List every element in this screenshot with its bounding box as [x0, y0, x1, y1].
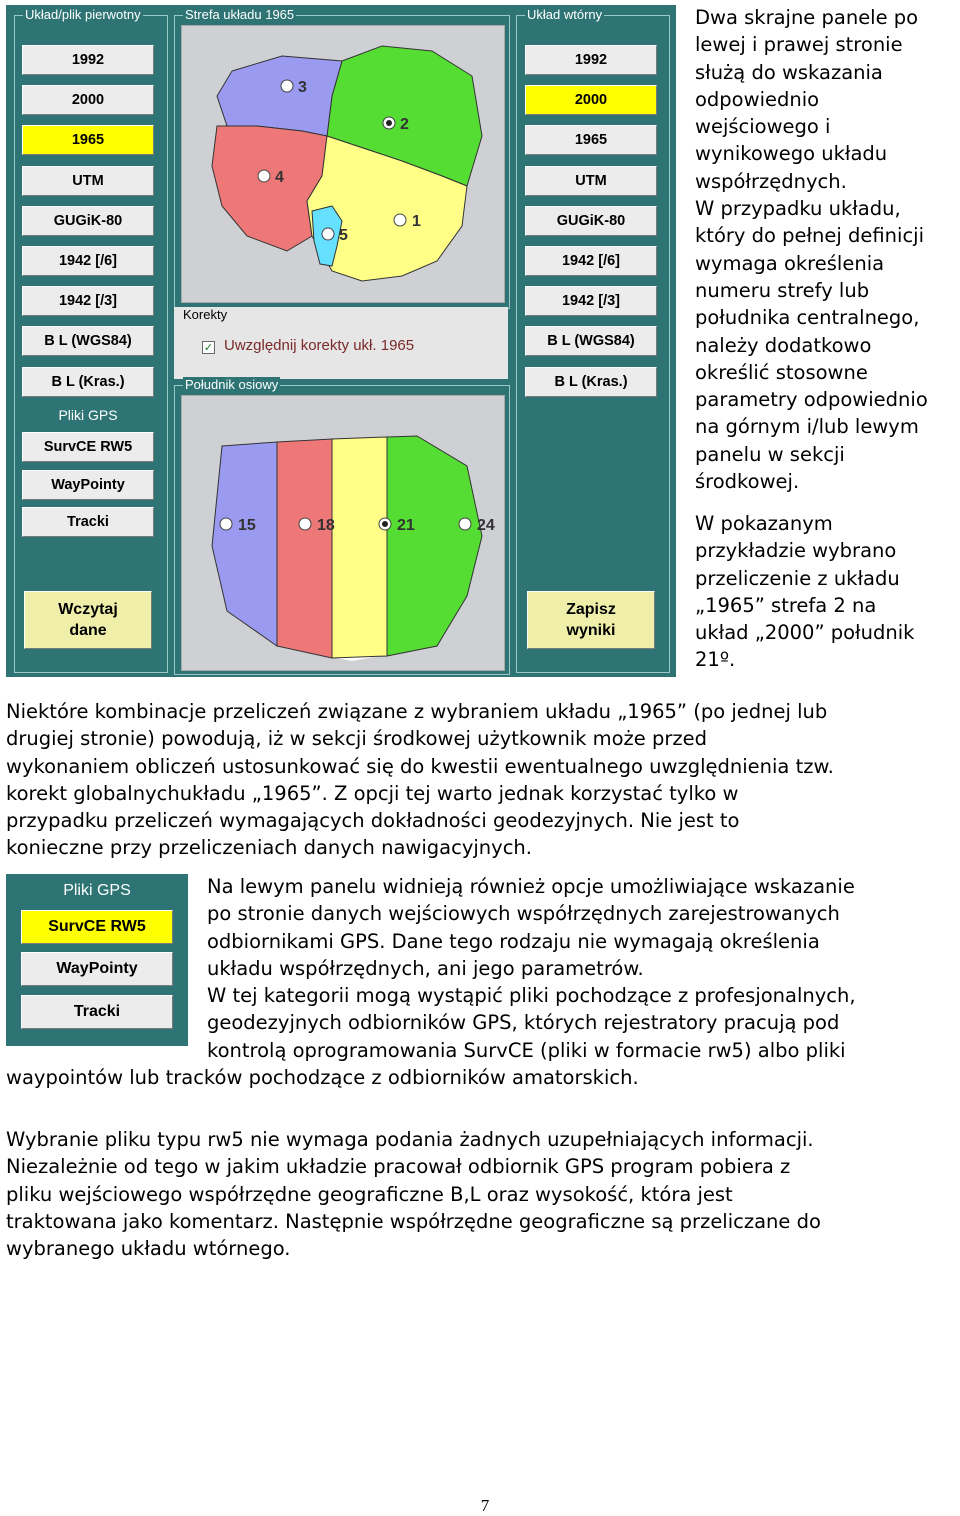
paragraph-korekty-line: konieczne przy przeliczeniach danych nawigacyjnych. [6, 836, 532, 860]
zone-map-svg [182, 26, 504, 302]
paragraph-gps-tail-line: waypointów lub tracków pochodzące z odbiorników amatorskich. [6, 1066, 639, 1089]
zone-5-radio[interactable] [322, 228, 334, 240]
meridian-map-svg [182, 396, 504, 670]
side-text-line: panelu w sekcji [695, 442, 845, 466]
korekty-checkbox-label[interactable]: Uwzględnij korekty ukł. 1965 [224, 337, 415, 354]
gps-tracki-button[interactable]: Tracki [21, 995, 173, 1029]
side-text-line: południka centralnego, [695, 306, 920, 330]
side-text-line: wymaga określenia [695, 251, 885, 275]
meridian-21-label: 21 [397, 517, 415, 534]
meridian-15-strip [212, 442, 277, 646]
side-text-line: na górnym i/lub lewym [695, 415, 919, 439]
gps-survce-button[interactable]: SurvCE RW5 [21, 910, 173, 944]
gps-panel-title: Pliki GPS [63, 882, 131, 899]
paragraph-rw5-line: pliku wejściowego współrzędne geograficzne B,L oraz wysokość, która jest [6, 1182, 733, 1206]
zone-4-radio[interactable] [258, 170, 270, 182]
side-text-line: numeru strefy lub [695, 278, 870, 302]
paragraph-rw5-line: Niezależnie od tego w jakim układzie pracował odbiornik GPS program pobiera z [6, 1155, 791, 1179]
side-text-line: wynikowego układu [695, 142, 888, 166]
gps-files-title: Pliki GPS [58, 407, 118, 423]
paragraph-rw5 [6, 1126, 821, 1262]
source-button-2[interactable]: 1965 [22, 125, 154, 155]
meridian-24-radio[interactable] [459, 518, 471, 530]
source-button-8[interactable]: B L (Kras.) [22, 367, 154, 397]
source-button-4[interactable]: GUGiK-80 [22, 206, 154, 236]
side-text-line: należy dodatkowo [695, 333, 872, 357]
side-text-line: lewej i prawej stronie [695, 33, 903, 57]
survce-rw5-button[interactable]: SurvCE RW5 [22, 432, 154, 462]
zone-3-radio[interactable] [281, 80, 293, 92]
paragraph-gps [207, 873, 856, 1064]
meridian-group-title: Południk osiowy [185, 377, 279, 392]
side-text-line: który do pełnej definicji [695, 224, 925, 248]
target-button-6[interactable]: 1942 [/3] [525, 286, 657, 316]
source-button-5[interactable]: 1942 [/6] [22, 246, 154, 276]
zone-4-label: 4 [275, 169, 284, 186]
paragraph-rw5-line: Wybranie pliku typu rw5 nie wymaga podania żadnych uzupełniających informacji. [6, 1128, 814, 1151]
meridian-18-radio[interactable] [299, 518, 311, 530]
source-button-6[interactable]: 1942 [/3] [22, 286, 154, 316]
target-button-1[interactable]: 2000 [525, 85, 657, 115]
source-button-0[interactable]: 1992 [22, 45, 154, 75]
source-button-7[interactable]: B L (WGS84) [22, 326, 154, 356]
target-button-2[interactable]: 1965 [525, 125, 657, 155]
meridian-21-strip [332, 437, 387, 658]
source-system-title: Układ/plik pierwotny [25, 7, 141, 22]
zone-4-area[interactable] [212, 126, 327, 251]
side-text-2-line: 21º. [695, 648, 736, 672]
target-button-3[interactable]: UTM [525, 166, 657, 196]
side-text-2-line: przykładzie wybrano [695, 539, 897, 563]
paragraph-korekty [6, 698, 834, 862]
meridian-15-label: 15 [238, 517, 256, 534]
zone-map [181, 25, 505, 303]
side-text-line: W przypadku układu, [695, 197, 901, 221]
paragraph-gps-line: po stronie danych wejściowych współrzędnych zarejestrowanych [207, 902, 840, 926]
converter-window-screenshot [6, 5, 676, 677]
paragraph-gps-line: kontrolą oprogramowania SurvCE (pliki w formacie rw5) albo pliki [207, 1038, 846, 1062]
zone-1-radio[interactable] [394, 214, 406, 226]
paragraph-gps-line: układu współrzędnych, ani jego parametrów. [207, 956, 644, 980]
side-text-line: określić stosowne [695, 360, 868, 384]
paragraph-korekty-line: drugiej stronie) powodują, iż w sekcji środkowej użytkownik może przed [6, 727, 707, 751]
zone-group-title: Strefa układu 1965 [185, 7, 295, 22]
source-button-3[interactable]: UTM [22, 166, 154, 196]
meridian-18-strip [277, 439, 332, 658]
side-text-line: służą do wskazania [695, 60, 883, 84]
side-text-line: współrzędnych. [695, 169, 847, 193]
meridian-24-label: 24 [477, 517, 495, 534]
paragraph-korekty-line: wykonaniem obliczeń ustosunkować się do kwestii ewentualnego uwzględnienia tzw. [6, 754, 834, 778]
side-text-line: odpowiednio [695, 87, 820, 111]
paragraph-gps-line: odbiornikami GPS. Dane tego rodzaju nie wymagają określenia [207, 929, 820, 953]
korekty-title: Korekty [183, 307, 228, 322]
paragraph-korekty-line: Niektóre kombinacje przeliczeń związane z wybraniem układu „1965” (po jednej lub [6, 700, 828, 723]
paragraph-rw5-line: traktowana jako komentarz. Następnie współrzędne geograficzne są przeliczane do [6, 1209, 821, 1233]
zone-2-label: 2 [400, 116, 409, 133]
zone-2-radio-dot [386, 120, 392, 126]
side-text-2-line: „1965” strefa 2 na [695, 593, 877, 617]
zone-3-label: 3 [298, 79, 307, 96]
load-data-button[interactable]: Wczytaj dane [24, 591, 152, 649]
side-text-line: środkowej. [695, 470, 800, 494]
target-button-7[interactable]: B L (WGS84) [525, 326, 657, 356]
side-text-2-line: W pokazanym [695, 512, 833, 535]
target-button-0[interactable]: 1992 [525, 45, 657, 75]
meridian-18-label: 18 [317, 517, 335, 534]
gps-waypointy-button[interactable]: WayPointy [21, 952, 173, 986]
side-text-line: Dwa skrajne panele po [695, 6, 919, 29]
target-button-4[interactable]: GUGiK-80 [525, 206, 657, 236]
meridian-map [181, 395, 505, 671]
side-text-line: parametry odpowiednio [695, 388, 928, 412]
save-results-button[interactable]: Zapisz wyniki [527, 591, 655, 649]
target-system-title: Układ wtórny [527, 7, 603, 22]
page-number: 7 [480, 1496, 490, 1515]
paragraph-gps-tail [6, 1064, 639, 1091]
side-text-2-line: przeliczenie z układu [695, 566, 900, 590]
source-button-1[interactable]: 2000 [22, 85, 154, 115]
paragraph-gps-line: geodezyjnych odbiorników GPS, których rejestratory pracują pod [207, 1011, 840, 1035]
korekty-checkbox[interactable]: ✓ [203, 341, 214, 354]
paragraph-rw5-line: wybranego układu wtórnego. [6, 1237, 291, 1261]
waypointy-button[interactable]: WayPointy [22, 470, 154, 500]
side-text-2 [695, 510, 914, 674]
zone-1-label: 1 [412, 213, 421, 230]
side-text-2-line: układ „2000” południk [695, 621, 915, 645]
paragraph-korekty-line: korekt globalnychukładu „1965”. Z opcji tej warto jednak korzystać tylko w [6, 781, 739, 805]
zone-5-label: 5 [339, 227, 348, 244]
zone-3-area[interactable] [217, 56, 342, 136]
target-button-5[interactable]: 1942 [/6] [525, 246, 657, 276]
target-button-8[interactable]: B L (Kras.) [525, 367, 657, 397]
paragraph-gps-line: Na lewym panelu widnieją również opcje umożliwiające wskazanie [207, 875, 855, 898]
side-text-1 [695, 4, 928, 495]
meridian-21-radio-dot [382, 521, 388, 527]
paragraph-korekty-line: przypadku przeliczeń wymagających dokładności geodezyjnych. Nie jest to [6, 809, 740, 833]
gps-files-panel-screenshot [6, 874, 188, 1046]
meridian-24-strip [387, 436, 482, 656]
side-text-line: wejściowego i [695, 115, 831, 139]
meridian-15-radio[interactable] [220, 518, 232, 530]
tracki-button[interactable]: Tracki [22, 507, 154, 537]
paragraph-gps-line: W tej kategorii mogą wystąpić pliki pochodzące z profesjonalnych, [207, 984, 856, 1008]
